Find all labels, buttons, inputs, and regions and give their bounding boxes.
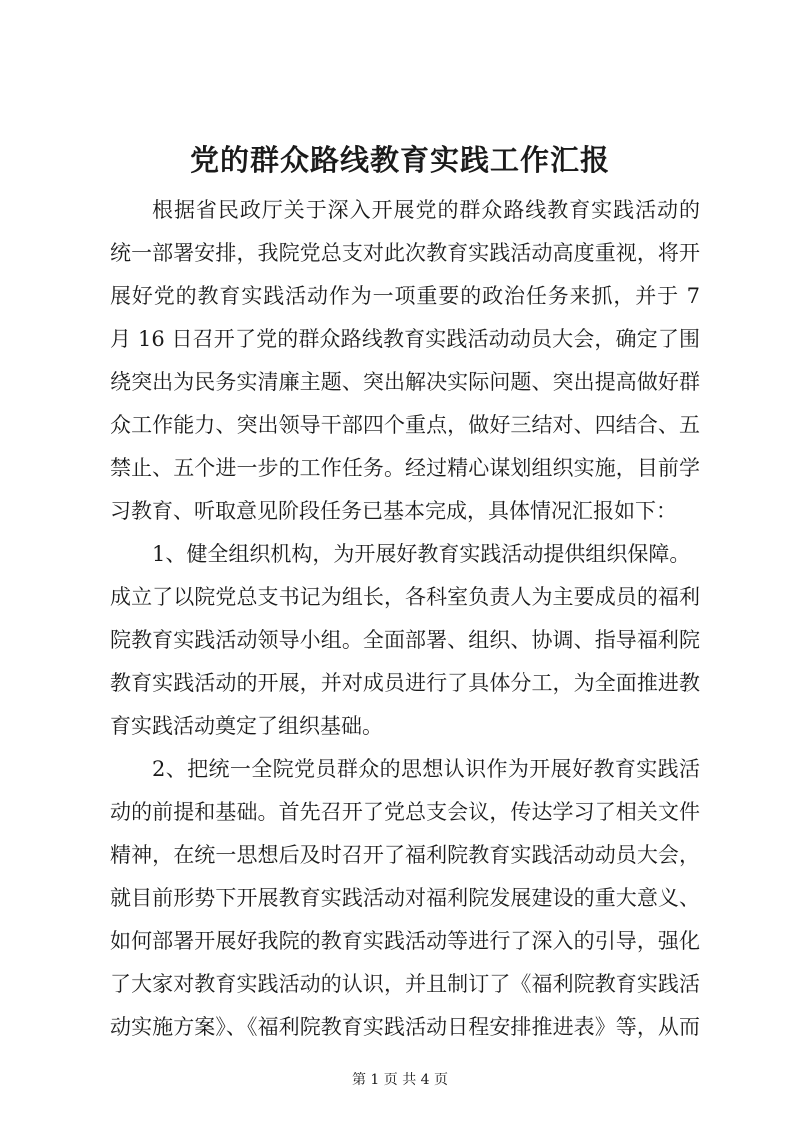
- body-line: 如何部署开展好我院的教育实践活动等进行了深入的引导，强化: [110, 929, 700, 953]
- body-line: 禁止、五个进一步的工作任务。经过精心谋划组织实施，目前学: [110, 456, 700, 480]
- body-line: 教育实践活动的开展，并对成员进行了具体分工，为全面推进教: [110, 671, 700, 695]
- body-line: 根据省民政厅关于深入开展党的群众路线教育实践活动的: [152, 198, 700, 222]
- body-line: 绕突出为民务实清廉主题、突出解决实际问题、突出提高做好群: [110, 370, 700, 394]
- body-line: 成立了以院党总支书记为组长，各科室负责人为主要成员的福利: [110, 585, 700, 609]
- body-line: 展好党的教育实践活动作为一项重要的政治任务来抓，并于 7: [110, 284, 700, 308]
- section-heading-line: 1、健全组织机构，为开展好教育实践活动提供组织保障。: [152, 542, 691, 566]
- body-line: 就目前形势下开展教育实践活动对福利院发展建设的重大意义、: [110, 886, 700, 910]
- body-line: 统一部署安排，我院党总支对此次教育实践活动高度重视，将开: [110, 241, 700, 265]
- body-line: 习教育、听取意见阶段任务已基本完成，具体情况汇报如下：: [110, 499, 677, 523]
- body-line: 院教育实践活动领导小组。全面部署、组织、协调、指导福利院: [110, 628, 700, 652]
- body-line: 动的前提和基础。首先召开了党总支会议，传达学习了相关文件: [110, 800, 700, 824]
- section-heading-line: 2、把统一全院党员群众的思想认识作为开展好教育实践活: [152, 757, 700, 781]
- body-line: 月 16 日召开了党的群众路线教育实践活动动员大会，确定了围: [110, 327, 700, 351]
- body-line: 了大家对教育实践活动的认识，并且制订了《福利院教育实践活: [110, 972, 700, 996]
- document-title: 党的群众路线教育实践工作汇报: [189, 143, 610, 177]
- page-footer: 第 1 页 共 4 页: [351, 1072, 449, 1088]
- body-line: 众工作能力、突出领导干部四个重点，做好三结对、四结合、五: [110, 413, 700, 437]
- body-line: 育实践活动奠定了组织基础。: [110, 714, 383, 738]
- body-line: 精神，在统一思想后及时召开了福利院教育实践活动动员大会，: [110, 843, 700, 867]
- body-line: 动实施方案》、《福利院教育实践活动日程安排推进表》等，从而: [110, 1015, 700, 1039]
